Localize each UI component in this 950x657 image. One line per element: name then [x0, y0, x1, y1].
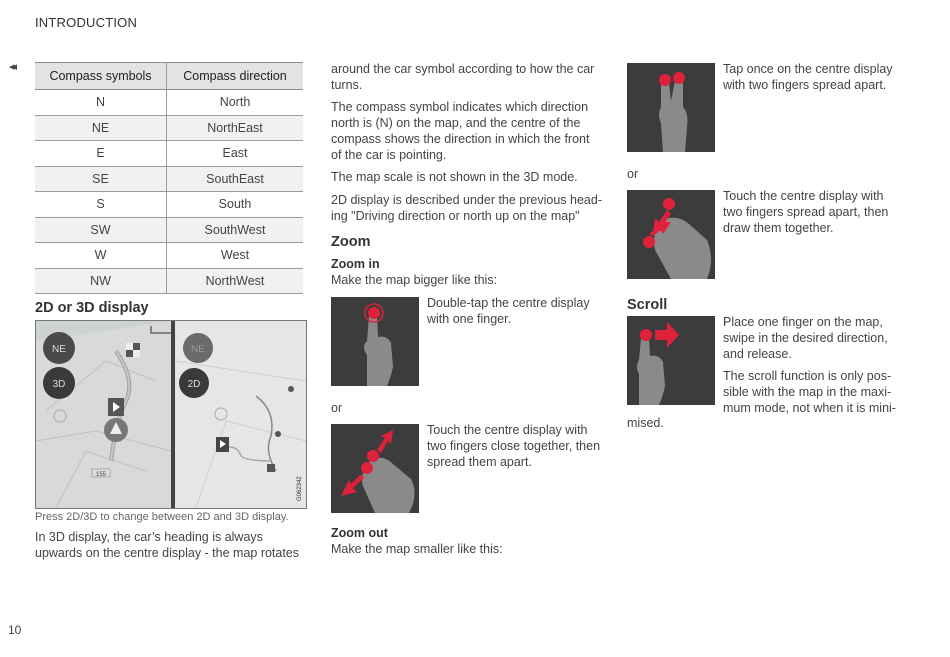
section-title-scroll: Scroll	[627, 297, 668, 313]
table-cell: SW	[35, 217, 167, 243]
table-cell: SouthWest	[167, 217, 304, 243]
text-line: mum mode, not when it is mini-	[723, 401, 896, 415]
text-line: turns.	[331, 78, 363, 92]
text-line: Touch the centre display with	[723, 189, 884, 203]
subsection-title-zoom-out: Zoom out	[331, 526, 388, 540]
table-row	[35, 243, 303, 269]
text-line: compass shows the direction in which the front	[331, 132, 590, 146]
scroll-instruction-text	[723, 314, 903, 362]
zoom-out-intro: Make the map smaller like this:	[331, 542, 503, 556]
pinch-together-gesture-icon	[627, 190, 715, 279]
table-cell: NE	[35, 115, 167, 141]
text-line: ing "Driving direction or north up on the map"	[331, 209, 580, 223]
double-tap-gesture-icon	[331, 297, 419, 386]
table-cell: North	[167, 90, 304, 116]
or-separator: or	[331, 401, 343, 415]
map-compass-label: NE	[191, 344, 205, 355]
text-line: Touch the centre display with	[427, 423, 588, 437]
map-illustration	[36, 321, 306, 508]
text-line: Tap once on the centre display	[723, 62, 893, 76]
text-line: The scroll function is only pos-	[723, 369, 892, 383]
text-line: upwards on the centre display - the map rotates	[35, 546, 300, 560]
table-cell: NorthWest	[167, 268, 304, 294]
table-row	[35, 166, 303, 192]
scroll-note-tail: mised.	[627, 416, 664, 430]
map-caption: Press 2D/3D to change between 2D and 3D display.	[35, 511, 289, 523]
gesture-spread-text	[427, 422, 607, 470]
table-row	[35, 90, 303, 116]
text-line: of the car is pointing.	[331, 148, 447, 162]
paragraph-2d-display	[331, 192, 603, 224]
table-cell: NorthEast	[167, 115, 304, 141]
map-mode-button-label: 2D	[187, 379, 201, 390]
scroll-note-text	[723, 368, 903, 416]
text-line: and release.	[723, 347, 792, 361]
table-cell: N	[35, 90, 167, 116]
subsection-title-zoom-in: Zoom in	[331, 257, 380, 271]
compass-table	[35, 62, 303, 294]
table-row	[35, 268, 303, 294]
table-cell: S	[35, 192, 167, 218]
table-row	[35, 141, 303, 167]
text-line: around the car symbol according to how the car	[331, 62, 595, 76]
text-line: with one finger.	[427, 312, 512, 326]
or-separator: or	[627, 167, 639, 181]
table-cell: South	[167, 192, 304, 218]
table-cell: SE	[35, 166, 167, 192]
road-label: 155	[95, 472, 107, 478]
gesture-two-finger-tap-text	[723, 61, 903, 93]
map-compass-label: NE	[52, 344, 66, 355]
map-display-figure	[35, 320, 307, 509]
text-line: draw them together.	[723, 221, 834, 235]
map-mode-button-label: 3D	[52, 379, 66, 390]
table-row	[35, 115, 303, 141]
gesture-pinch-text	[723, 188, 903, 236]
paragraph-compass-symbol	[331, 99, 603, 163]
table-row	[35, 192, 303, 218]
table-cell: West	[167, 243, 304, 269]
zoom-in-intro: Make the map bigger like this:	[331, 273, 498, 287]
table-cell: SouthEast	[167, 166, 304, 192]
text-line: In 3D display, the car’s heading is always	[35, 530, 263, 544]
page-header: INTRODUCTION	[35, 15, 138, 30]
table-row	[35, 217, 303, 243]
gesture-double-tap-text	[427, 295, 607, 327]
table-cell: NW	[35, 268, 167, 294]
table-cell: East	[167, 141, 304, 167]
section-title-2d-3d: 2D or 3D display	[35, 300, 149, 316]
text-line: swipe in the desired direction,	[723, 331, 888, 345]
two-finger-tap-gesture-icon	[627, 63, 715, 152]
table-cell: E	[35, 141, 167, 167]
text-line: spread them apart.	[427, 455, 532, 469]
text-line: 2D display is described under the previous head-	[331, 193, 602, 207]
text-line: two fingers spread apart, then	[723, 205, 889, 219]
column-header: Compass symbols	[35, 63, 167, 90]
text-line: with two fingers spread apart.	[723, 78, 887, 92]
text-line: sible with the map in the maxi-	[723, 385, 892, 399]
paragraph-3d-display	[35, 529, 310, 561]
text-line: north is (N) on the map, and the centre of the	[331, 116, 581, 130]
image-code: G062342	[297, 476, 303, 501]
column-header: Compass direction	[167, 63, 304, 90]
text-line: Double-tap the centre display	[427, 296, 590, 310]
scroll-gesture-icon	[627, 316, 715, 405]
text-line: two fingers close together, then	[427, 439, 601, 453]
pinch-spread-gesture-icon	[331, 424, 419, 513]
page-number: 10	[8, 623, 22, 637]
back-arrows-icon[interactable]: ◂◂	[9, 61, 15, 73]
text-line: The compass symbol indicates which direction	[331, 100, 589, 114]
table-cell: W	[35, 243, 167, 269]
text-line: The map scale is not shown in the 3D mode.	[331, 170, 578, 184]
paragraph-map-scale	[331, 169, 603, 185]
section-title-zoom: Zoom	[331, 234, 371, 250]
text-line: Place one finger on the map,	[723, 315, 883, 329]
paragraph-rotation	[331, 61, 603, 93]
table-header-row	[35, 63, 303, 90]
